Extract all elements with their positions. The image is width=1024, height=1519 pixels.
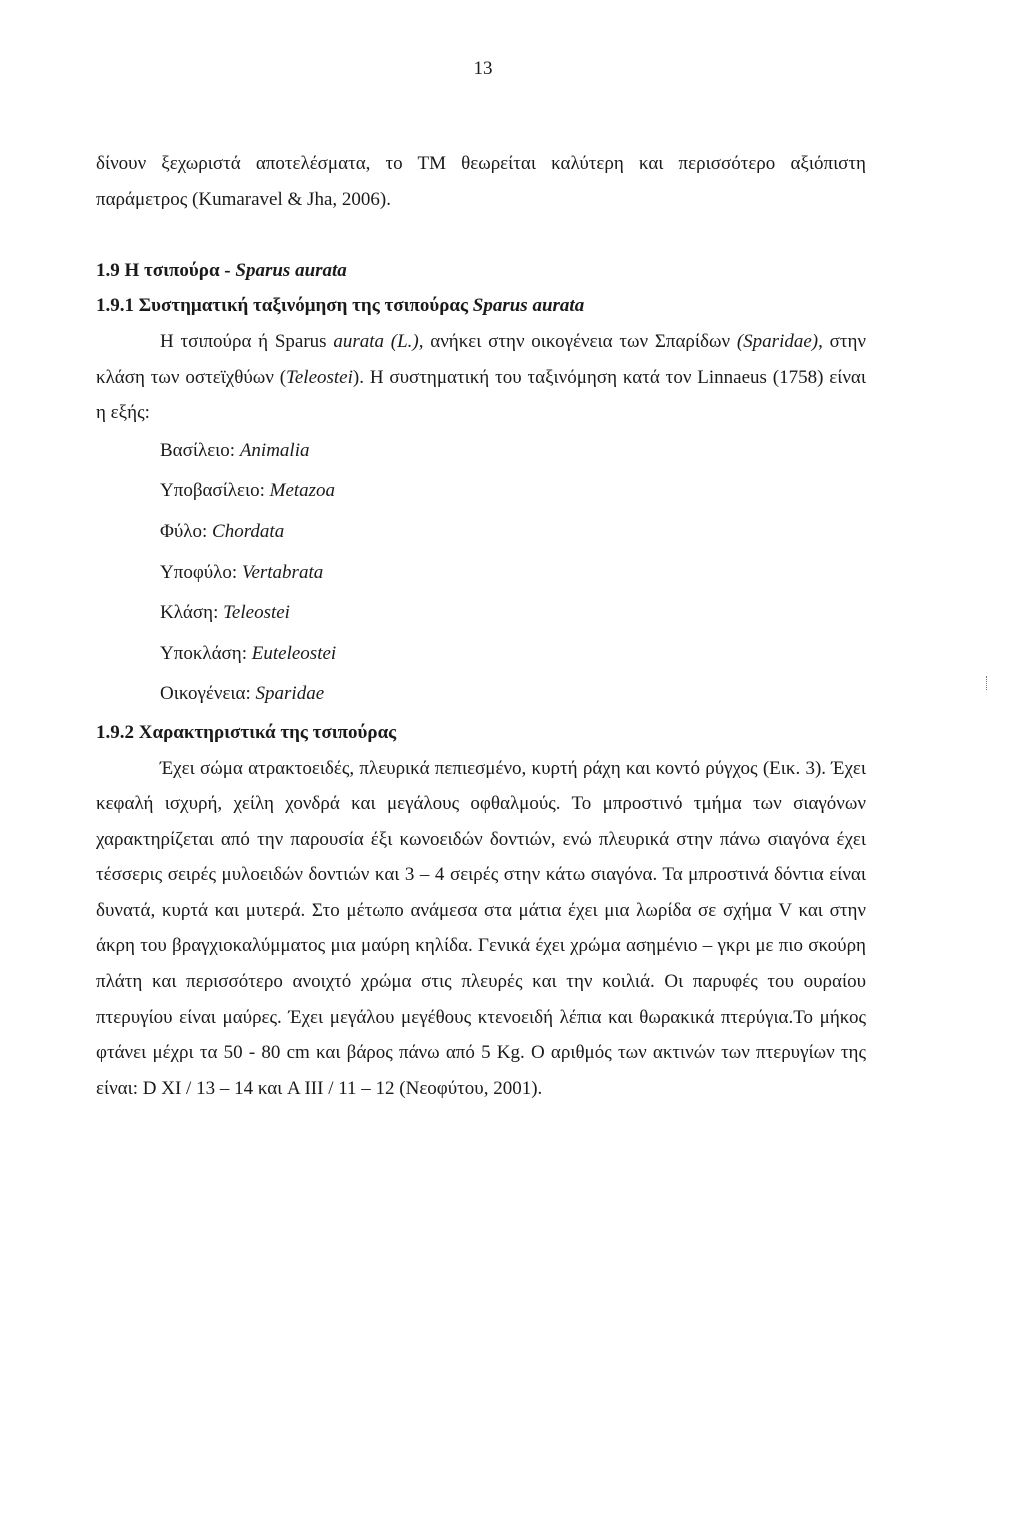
taxonomy-label: Βασίλειο: (160, 439, 240, 461)
section-number: 1.9 (96, 259, 120, 281)
text-run: Η τσιπούρα ή Sparus (160, 330, 334, 352)
taxonomy-item (160, 553, 866, 594)
section-title-italic: Sparus aurata (472, 295, 585, 317)
taxonomy-item (160, 593, 866, 634)
taxonomy-item (160, 471, 866, 512)
taxonomy-label: Υποκλάση: (160, 642, 252, 664)
text-run: ). Η συστηματική του ταξινόμηση κατά τον Linnaeus (1758) είναι η εξής: (96, 366, 866, 424)
taxonomy-list (96, 431, 866, 715)
section-title: Η τσιπούρα - (124, 259, 236, 281)
taxonomy-label: Υποβασίλειο: (160, 480, 270, 502)
section-heading-1-9 (96, 253, 866, 289)
section-title: Χαρακτηριστικά της τσιπούρας (138, 721, 397, 743)
section-title: Συστηματική ταξινόμηση της τσιπούρας (138, 295, 473, 317)
taxonomy-label: Κλάση: (160, 602, 224, 624)
text-run-italic: (Sparidae) (736, 330, 819, 352)
taxonomy-intro-paragraph (96, 324, 866, 431)
text-run: , ανήκει στην οικογένεια των Σπαρίδων (418, 330, 731, 352)
intro-line-2: αξιόπιστη παράμετρος (Kumaravel & Jha, 2006). (96, 153, 866, 210)
taxonomy-value: Metazoa (269, 480, 336, 502)
taxonomy-value: Euteleostei (251, 642, 337, 664)
taxonomy-item (160, 674, 866, 715)
section-heading-1-9-1 (96, 288, 866, 324)
taxonomy-value: Sparidae (255, 683, 325, 705)
section-number: 1.9.2 (96, 721, 134, 743)
taxonomy-value: Teleostei (223, 602, 290, 624)
section-title-italic: Sparus aurata (235, 259, 347, 281)
taxonomy-item (160, 634, 866, 675)
taxonomy-item (160, 512, 866, 553)
intro-line-1: δίνουν ξεχωριστά αποτελέσματα, το ΤΜ θεωρείται καλύτερη και περισσότερο (96, 153, 776, 174)
taxonomy-label: Φύλο: (160, 520, 213, 542)
section-heading-1-9-2 (96, 715, 866, 751)
page-number: 13 (473, 58, 493, 79)
taxonomy-value: Animalia (239, 439, 310, 461)
taxonomy-item (160, 431, 866, 472)
document-body (96, 146, 866, 1106)
text-run-italic: aurata (L.) (333, 330, 419, 352)
text-run-italic: Teleostei (286, 366, 353, 388)
intro-paragraph (96, 146, 866, 217)
taxonomy-label: Υποφύλο: (160, 561, 242, 583)
characteristics-paragraph: Έχει σώμα ατρακτοειδές, πλευρικά πεπιεσμένο, κυρτή ράχη και κοντό ρύγχος (Εικ. 3). Έχει κεφαλή ισχυρή, χείλη χονδρά και μεγάλους οφθαλμούς. Το μπροστινό τμήμα των σιαγόνων χαρακτηρίζεται από την παρουσία έξι κωνοειδών δοντιών, ενώ πλευρικά στην πάνω σιαγόνα έχει τέσσερις σειρές μυλοειδών δοντιών και 3 – 4 σειρές στην κάτω σιαγόνα. Τα μπροστινά δόντια είναι δυνατά, κυρτά και μυτερά. Στο μέτωπο ανάμεσα στα μάτια έχει μια λωρίδα σε σχήμα V και στην άκρη του βραγχιοκαλύμματος μια μαύρη κηλίδα. Γενικά έχει χρώμα ασημένιο – γκρι με πιο σκούρη πλάτη και περισσότερο ανοιχτό χρώμα στις πλευρές και την κοιλιά. Οι παρυφές του ουραίου πτερυγίου είναι μαύρες. Έχει μεγάλου μεγέθους κτενοειδή λέπια και θωρακικά πτερύγια.Το μήκος φτάνει μέχρι τα 50 - 80 cm και βάρος πάνω από 5 Kg. Ο αριθμός των ακτινών των πτερυγίων της είναι: D XI / 13 – 14 και A III / 11 – 12 (Νεοφύτου, 2001). (96, 757, 866, 1099)
spacer (96, 217, 866, 253)
taxonomy-value: Vertabrata (241, 561, 324, 583)
text-run: , στην κλάση των οστεϊχθύων ( (96, 330, 867, 388)
taxonomy-label: Οικογένεια: (160, 683, 256, 705)
taxonomy-value: Chordata (212, 520, 285, 542)
section-number: 1.9.1 (96, 295, 134, 317)
margin-mark (986, 676, 988, 690)
